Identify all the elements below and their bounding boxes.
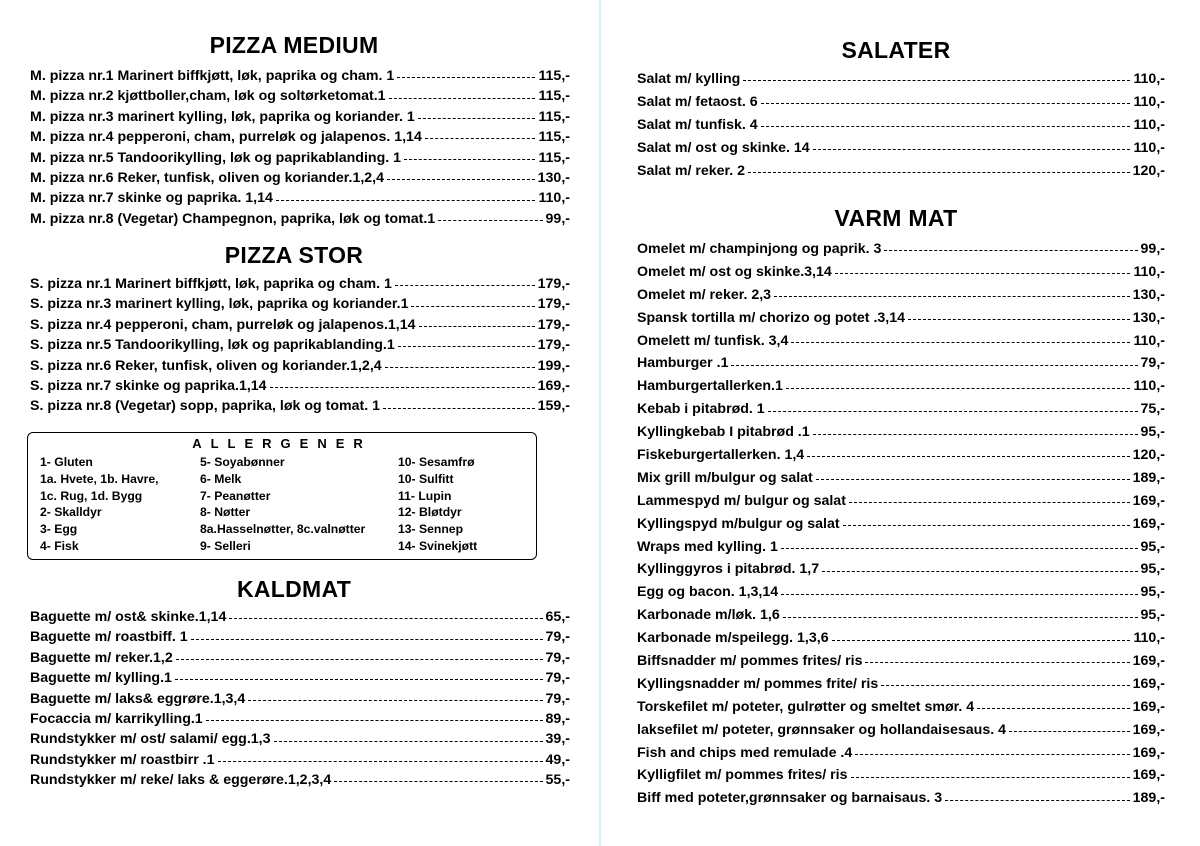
menu-item-name: Wraps med kylling. 1 (637, 538, 778, 555)
menu-item-price: 115,- (538, 108, 570, 125)
menu-item-price: 179,- (537, 296, 570, 313)
menu-item-name: Karbonade m/løk. 1,6 (637, 607, 780, 624)
menu-item-name: Focaccia m/ karrikylling.1 (30, 710, 203, 727)
menu-item (637, 330, 1165, 353)
allergen-entry: 5- Soyabønner (200, 455, 285, 469)
menu-item-price: 179,- (537, 316, 570, 333)
dotted-leader (418, 117, 536, 119)
dotted-leader (761, 102, 1131, 104)
dotted-leader (908, 318, 1130, 320)
menu-item-name: Kebab i pitabrød. 1 (637, 401, 765, 418)
menu-item (30, 315, 570, 335)
pizza-stor-list (30, 274, 570, 417)
dotted-leader (389, 97, 536, 99)
menu-item (30, 709, 570, 729)
menu-item-price: 110,- (1133, 116, 1165, 133)
menu-item-name: Kyllingsnadder m/ pommes frite/ ris (637, 675, 879, 692)
menu-item (637, 160, 1165, 183)
dotted-leader (786, 387, 1131, 389)
menu-item-name: S. pizza nr.4 pepperoni, cham, purreløk og jalapenos.1,14 (30, 316, 416, 333)
menu-item (30, 607, 570, 627)
menu-item-name: S. pizza nr.5 Tandoorikylling, løk og paprikablanding.1 (30, 337, 395, 354)
dotted-leader (783, 616, 1138, 618)
menu-item (637, 137, 1165, 160)
dotted-leader (276, 199, 536, 201)
menu-item-price: 79,- (1140, 355, 1165, 372)
menu-item-name: Lammespyd m/ bulgur og salat (637, 492, 846, 509)
menu-item-price: 65,- (545, 609, 570, 625)
dotted-leader (791, 341, 1130, 343)
menu-item (637, 558, 1165, 581)
menu-item-price: 130,- (1132, 309, 1165, 326)
menu-item (30, 750, 570, 770)
menu-item-price: 169,- (1132, 744, 1165, 761)
allergen-entry: 4- Fisk (40, 538, 79, 553)
dotted-leader (425, 137, 536, 139)
menu-item (637, 444, 1165, 467)
allergen-entry: 8- Nøtter (200, 505, 251, 520)
allergen-col-2 (200, 454, 365, 555)
menu-item-price: 110,- (1133, 378, 1165, 395)
menu-item (30, 209, 570, 229)
kaldmat-list (30, 607, 570, 791)
dotted-leader (849, 501, 1130, 503)
menu-item (637, 261, 1165, 284)
menu-item-price: 159,- (537, 398, 570, 415)
menu-item-name: M. pizza nr.7 skinke og paprika. 1,14 (30, 190, 273, 207)
menu-item-price: 55,- (545, 772, 570, 789)
menu-item-name: M. pizza nr.8 (Vegetar) Champegnon, paprika, løk og tomat.1 (30, 210, 436, 227)
menu-item-price: 89,- (545, 710, 570, 727)
menu-item-name: Biff med poteter,grønnsaker og barnaisaus. 3 (637, 790, 943, 807)
menu-item (30, 627, 570, 647)
allergen-entry: 14- Svinekjøtt (398, 538, 478, 553)
dotted-leader (395, 284, 535, 286)
dotted-leader (822, 570, 1137, 572)
menu-item-price: 99,- (1140, 241, 1165, 257)
menu-item-name: M. pizza nr.5 Tandoorikylling, løk og paprikablanding. 1 (30, 149, 402, 166)
pizza-stor-title: PIZZA STOR (224, 242, 364, 268)
menu-item-name: Kyllinggyros i pitabrød. 1,7 (637, 561, 820, 578)
dotted-leader (761, 125, 1131, 127)
dotted-leader (334, 780, 542, 782)
allergen-entry: 12- Bløtdyr (398, 505, 462, 520)
allergen-entry: 11- Lupin (398, 488, 452, 503)
dotted-leader (1009, 730, 1130, 732)
menu-item-name: Salat m/ reker. 2 (637, 162, 746, 179)
allergen-title: ALLERGENER (192, 436, 372, 451)
allergen-entry: 10- Sulfitt (398, 471, 454, 486)
dotted-leader (881, 684, 1129, 686)
menu-item (30, 107, 570, 127)
allergen-col-1 (40, 454, 159, 555)
menu-item (637, 238, 1165, 261)
menu-item-price: 110,- (1133, 263, 1165, 280)
menu-item-price: 120,- (1132, 162, 1165, 179)
dotted-leader (851, 776, 1130, 778)
menu-item-name: Omelet m/ reker. 2,3 (637, 286, 772, 303)
menu-item (30, 729, 570, 749)
menu-item-price: 79,- (545, 690, 570, 707)
menu-item (30, 668, 570, 688)
menu-item-price: 189,- (1132, 790, 1165, 807)
menu-item-name: Biffsnadder m/ pommes frites/ ris (637, 653, 863, 670)
menu-item-price: 49,- (545, 751, 570, 768)
menu-item (30, 689, 570, 709)
menu-item (637, 68, 1165, 91)
menu-item-name: Mix grill m/bulgur og salat (637, 469, 813, 486)
allergen-entry: 1a. Hvete, 1b. Havre, (40, 471, 159, 486)
kaldmat-title: KALDMAT (236, 576, 352, 602)
menu-item (30, 148, 570, 168)
dotted-leader (813, 148, 1131, 150)
menu-item-price: 99,- (545, 210, 570, 227)
menu-item-price: 115,- (538, 88, 570, 105)
menu-item-price: 169,- (1132, 698, 1165, 715)
menu-item-name: laksefilet m/ poteter, grønnsaker og hollandaisesaus. 4 (637, 721, 1006, 738)
allergen-entry: 9- Selleri (200, 538, 251, 553)
menu-item (30, 66, 570, 86)
menu-item-price: 169,- (1132, 675, 1165, 692)
menu-item (637, 696, 1165, 719)
menu-item-price: 79,- (545, 670, 570, 687)
menu-item-price: 39,- (545, 731, 570, 748)
menu-item-price: 95,- (1140, 584, 1165, 601)
menu-item (30, 274, 570, 294)
dotted-leader (229, 617, 542, 619)
allergen-entry: 10- Sesamfrø (398, 455, 475, 469)
menu-item-price: 95,- (1140, 538, 1165, 555)
menu-item (637, 375, 1165, 398)
menu-item-name: Rundstykker m/ ost/ salami/ egg.1,3 (30, 731, 271, 748)
menu-item (637, 581, 1165, 604)
menu-item-name: Omelet m/ ost og skinke.3,14 (637, 263, 832, 280)
menu-item-price: 169,- (1132, 721, 1165, 738)
dotted-leader (832, 639, 1131, 641)
menu-item-name: Omelet m/ champinjong og paprik. 3 (637, 241, 882, 257)
dotted-leader (781, 593, 1137, 595)
dotted-leader (387, 178, 535, 180)
menu-item (30, 396, 570, 416)
menu-item-price: 189,- (1132, 469, 1165, 486)
menu-item-price: 110,- (1133, 332, 1165, 349)
allergen-entry: 8a.Hasselnøtter, 8c.valnøtter (200, 522, 366, 537)
dotted-leader (398, 345, 535, 347)
menu-item (637, 284, 1165, 307)
menu-item (30, 168, 570, 188)
dotted-leader (768, 410, 1138, 412)
dotted-leader (248, 699, 542, 701)
dotted-leader (397, 76, 535, 78)
allergen-entry: 1c. Rug, 1d. Bygg (40, 488, 143, 503)
menu-item-name: Egg og bacon. 1,3,14 (637, 584, 779, 601)
menu-item (637, 513, 1165, 536)
menu-item-name: Karbonade m/speilegg. 1,3,6 (637, 630, 829, 647)
menu-item-name: Salat m/ kylling (637, 71, 741, 87)
menu-item-price: 115,- (538, 68, 570, 84)
menu-item-name: Baguette m/ kylling.1 (30, 670, 172, 687)
allergen-box (27, 432, 537, 560)
menu-item (30, 376, 570, 396)
menu-item-name: M. pizza nr.3 marinert kylling, løk, paprika og koriander. 1 (30, 108, 415, 125)
dotted-leader (731, 364, 1137, 366)
menu-item-price: 110,- (1133, 139, 1165, 156)
dotted-leader (748, 171, 1130, 173)
menu-item (30, 86, 570, 106)
allergen-entry: 13- Sennep (398, 522, 464, 537)
menu-item-name: Omelett m/ tunfisk. 3,4 (637, 332, 789, 349)
menu-item (637, 627, 1165, 650)
pizza-medium-list (30, 66, 570, 229)
dotted-leader (884, 249, 1137, 251)
menu-item-name: Rundstykker m/ roastbirr .1 (30, 751, 215, 768)
dotted-leader (419, 325, 535, 327)
menu-item-price: 199,- (537, 357, 570, 374)
menu-item-name: S. pizza nr.6 Reker, tunfisk, oliven og koriander.1,2,4 (30, 357, 382, 374)
menu-item-name: S. pizza nr.3 marinert kylling, løk, paprika og koriander.1 (30, 296, 409, 313)
menu-item-name: Kyllingkebab I pitabrød .1 (637, 424, 810, 441)
menu-item (30, 648, 570, 668)
menu-item-price: 115,- (538, 149, 570, 166)
allergen-entry: 3- Egg (40, 522, 78, 537)
allergen-entry: 6- Melk (200, 471, 242, 486)
dotted-leader (843, 524, 1130, 526)
dotted-leader (176, 658, 543, 660)
menu-item-name: Kyllingspyd m/bulgur og salat (637, 515, 840, 532)
menu-item (637, 490, 1165, 513)
dotted-leader (807, 455, 1129, 457)
menu-item (637, 764, 1165, 787)
menu-item-price: 120,- (1132, 447, 1165, 464)
menu-item (30, 188, 570, 208)
menu-item-name: Baguette m/ reker.1,2 (30, 649, 173, 666)
menu-item-price: 115,- (538, 129, 570, 146)
menu-item-name: Baguette m/ roastbiff. 1 (30, 629, 188, 646)
pizza-medium-title: PIZZA MEDIUM (209, 32, 379, 58)
dotted-leader (385, 366, 535, 368)
allergen-entry: 7- Peanøtter (200, 488, 271, 503)
dotted-leader (270, 386, 535, 388)
menu-item-name: Torskefilet m/ poteter, gulrøtter og smeltet smør. 4 (637, 698, 975, 715)
page-divider (599, 0, 601, 846)
menu-item (30, 127, 570, 147)
menu-item (637, 114, 1165, 137)
allergen-col-3 (398, 454, 477, 555)
menu-item-name: Baguette m/ laks& eggrøre.1,3,4 (30, 690, 246, 707)
menu-item-name: Kylligfilet m/ pommes frites/ ris (637, 767, 848, 784)
varm-mat-list (637, 238, 1165, 810)
menu-item (637, 536, 1165, 559)
dotted-leader (945, 799, 1130, 801)
menu-item (637, 307, 1165, 330)
menu-item-price: 110,- (1133, 93, 1165, 110)
menu-item-price: 110,- (538, 190, 570, 207)
dotted-leader (774, 295, 1130, 297)
varm-mat-title: VARM MAT (834, 205, 958, 231)
menu-item (637, 673, 1165, 696)
menu-item-name: Fiskeburgertallerken. 1,4 (637, 447, 805, 464)
dotted-leader (865, 661, 1129, 663)
menu-item-price: 95,- (1140, 424, 1165, 441)
menu-item (637, 650, 1165, 673)
menu-item-name: Rundstykker m/ reke/ laks & eggerøre.1,2,3,4 (30, 772, 332, 789)
dotted-leader (274, 740, 543, 742)
menu-item-price: 169,- (1132, 653, 1165, 670)
dotted-leader (218, 760, 543, 762)
menu-item-name: Salat m/ ost og skinke. 14 (637, 139, 810, 156)
dotted-leader (977, 707, 1129, 709)
dotted-leader (404, 158, 535, 160)
salater-list (637, 68, 1165, 182)
dotted-leader (175, 678, 543, 680)
menu-item-name: M. pizza nr.2 kjøttboller,cham, løk og soltørketomat.1 (30, 88, 386, 105)
menu-item (637, 604, 1165, 627)
menu-item-price: 169,- (1132, 767, 1165, 784)
menu-item (30, 770, 570, 790)
dotted-leader (411, 305, 534, 307)
dotted-leader (835, 272, 1131, 274)
menu-item-name: S. pizza nr.1 Marinert biffkjøtt, løk, paprika og cham. 1 (30, 276, 392, 292)
menu-item-name: M. pizza nr.1 Marinert biffkjøtt, løk, paprika og cham. 1 (30, 68, 395, 84)
dotted-leader (816, 478, 1130, 480)
menu-item-name: Fish and chips med remulade .4 (637, 744, 853, 761)
menu-item (637, 421, 1165, 444)
menu-item-name: Hamburgertallerken.1 (637, 378, 783, 395)
menu-item-price: 75,- (1140, 401, 1165, 418)
dotted-leader (191, 638, 543, 640)
menu-item-price: 110,- (1133, 71, 1165, 87)
menu-item (637, 467, 1165, 490)
dotted-leader (813, 433, 1138, 435)
menu-item-price: 179,- (537, 337, 570, 354)
dotted-leader (206, 719, 543, 721)
menu-item (30, 294, 570, 314)
menu-item-name: Salat m/ tunfisk. 4 (637, 116, 758, 133)
menu-item-price: 130,- (537, 169, 570, 186)
menu-item-price: 130,- (1132, 286, 1165, 303)
allergen-entry: 2- Skalldyr (40, 505, 102, 520)
menu-item-price: 95,- (1140, 561, 1165, 578)
menu-item-name: Hamburger .1 (637, 355, 729, 372)
dotted-leader (438, 219, 542, 221)
menu-item-price: 79,- (545, 649, 570, 666)
menu-item-name: Salat m/ fetaost. 6 (637, 93, 758, 110)
menu-item-name: Spansk tortilla m/ chorizo og potet .3,14 (637, 309, 906, 326)
menu-item-name: M. pizza nr.4 pepperoni, cham, purreløk og jalapenos. 1,14 (30, 129, 422, 146)
menu-item (637, 742, 1165, 765)
menu-item (30, 356, 570, 376)
dotted-leader (781, 547, 1138, 549)
menu-item-price: 169,- (1132, 492, 1165, 509)
menu-item (637, 719, 1165, 742)
menu-item-name: M. pizza nr.6 Reker, tunfisk, oliven og koriander.1,2,4 (30, 169, 385, 186)
menu-item (637, 352, 1165, 375)
menu-item-price: 169,- (537, 377, 570, 394)
menu-item-name: S. pizza nr.8 (Vegetar) sopp, paprika, løk og tomat. 1 (30, 398, 381, 415)
menu-item-price: 95,- (1140, 607, 1165, 624)
salater-title: SALATER (841, 37, 951, 63)
menu-item-name: Baguette m/ ost& skinke.1,14 (30, 609, 227, 625)
menu-item-price: 169,- (1132, 515, 1165, 532)
menu-item-price: 110,- (1133, 630, 1165, 647)
menu-item-price: 179,- (537, 276, 570, 292)
menu-item (637, 91, 1165, 114)
menu-item-price: 79,- (545, 629, 570, 646)
allergen-entry: 1- Gluten (40, 455, 93, 469)
dotted-leader (383, 407, 535, 409)
dotted-leader (855, 753, 1129, 755)
dotted-leader (743, 79, 1130, 81)
menu-item-name: S. pizza nr.7 skinke og paprika.1,14 (30, 377, 267, 394)
menu-item (637, 787, 1165, 810)
menu-item (30, 335, 570, 355)
menu-item (637, 398, 1165, 421)
